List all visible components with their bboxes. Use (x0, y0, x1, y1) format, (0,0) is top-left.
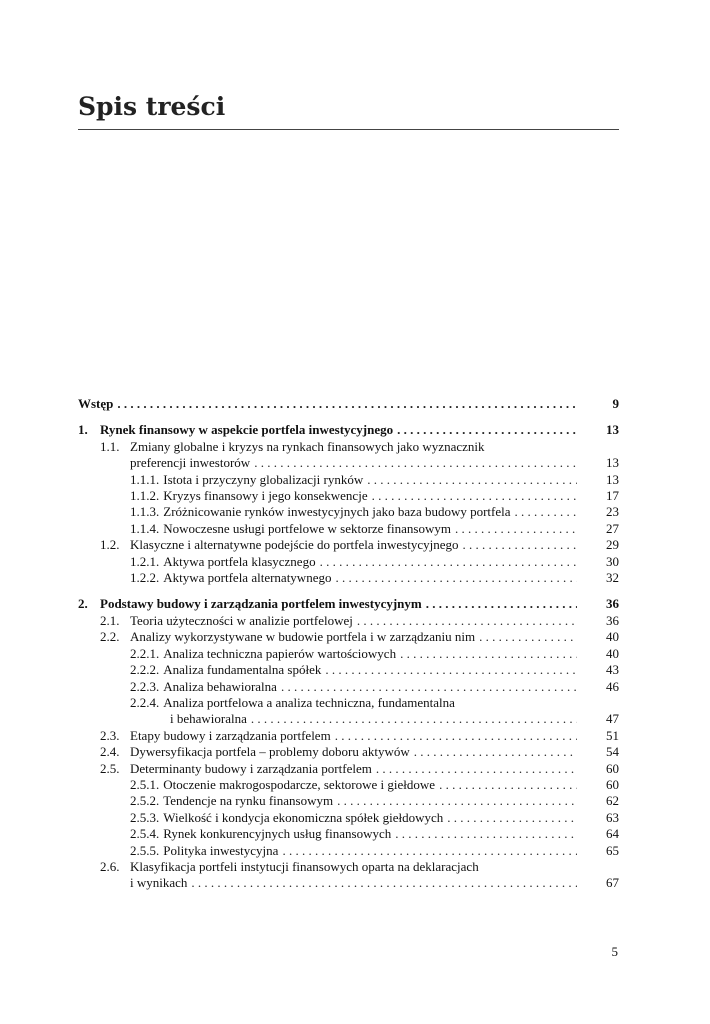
toc-number: 1. (78, 422, 88, 438)
toc-label: Analiza fundamentalna spółek (163, 662, 322, 678)
toc-number: 1.1.2. (130, 488, 160, 504)
toc-label: Zróżnicowanie rynków inwestycyjnych jako baza budowy portfela (163, 504, 511, 520)
toc-entry-1-1-3[interactable] (78, 504, 619, 520)
leader-dots (282, 843, 577, 859)
toc-entry-1-1-4[interactable] (78, 521, 619, 537)
toc-number: 2. (78, 596, 88, 612)
toc-entry-2-4[interactable] (78, 744, 619, 760)
toc-label: Klasyfikacja portfeli instytucji finansowych oparta na deklaracjach (130, 858, 479, 874)
leader-dots (400, 646, 577, 662)
toc-page: 32 (606, 570, 619, 586)
toc-entry-intro[interactable] (78, 396, 619, 412)
toc-label: Podstawy budowy i zarządzania portfelem inwestycyjnym (100, 596, 422, 612)
toc-entry-2-5-5[interactable] (78, 843, 619, 859)
toc-label: Rynek finansowy w aspekcie portfela inwestycyjnego (100, 422, 394, 438)
toc-label: Zmiany globalne i kryzys na rynkach finansowych jako wyznacznik (130, 438, 485, 454)
toc-entry-2-2-4-line2[interactable] (78, 711, 619, 727)
toc-entry-2-5[interactable] (78, 761, 619, 777)
toc-label: Analizy wykorzystywane w budowie portfela i w zarządzaniu nim (130, 629, 476, 645)
leader-dots (254, 455, 577, 471)
toc-label: Nowoczesne usługi portfelowe w sektorze finansowym (163, 520, 451, 536)
leader-dots (414, 744, 577, 760)
leader-dots (191, 875, 577, 891)
leader-dots (479, 629, 577, 645)
toc-label: Klasyczne i alternatywne podejście do portfela inwestycyjnego (130, 537, 459, 553)
toc-number: 2.5.4. (130, 826, 160, 842)
toc-label: Analiza techniczna papierów wartościowych (163, 645, 397, 661)
toc-number: 1.1. (100, 438, 120, 454)
toc-label: Istota i przyczyny globalizacji rynków (163, 471, 364, 487)
toc-label: Otoczenie makrogospodarcze, sektorowe i giełdowe (163, 776, 436, 792)
toc-entry-2-6-line2[interactable] (78, 875, 619, 891)
toc-page: 54 (606, 744, 619, 760)
toc-page: 60 (606, 776, 619, 792)
toc-page: 51 (606, 727, 619, 743)
toc-page: 60 (606, 760, 619, 776)
toc-page: 36 (606, 596, 619, 612)
toc-number: 1.2.2. (130, 570, 160, 586)
toc-page: 67 (606, 875, 619, 891)
toc-entry-chapter-2[interactable] (78, 596, 619, 612)
toc-entry-2-5-1[interactable] (78, 777, 619, 793)
toc-page: 65 (606, 842, 619, 858)
toc-entry-1-1-line1[interactable] (78, 439, 619, 455)
toc-page: 43 (606, 662, 619, 678)
leader-dots (463, 537, 578, 553)
leader-dots (251, 711, 577, 727)
toc-entry-1-2[interactable] (78, 537, 619, 553)
toc-entry-2-1[interactable] (78, 613, 619, 629)
toc-label: Aktywa portfela klasycznego (163, 553, 316, 569)
toc-label: Analiza portfelowa a analiza techniczna, fundamentalna (163, 694, 455, 710)
toc-page: 27 (606, 520, 619, 536)
toc-page: 23 (606, 504, 619, 520)
toc-number: 1.1.3. (130, 504, 160, 520)
toc-label: Wstęp (78, 396, 114, 411)
leader-dots (117, 396, 577, 412)
toc-entry-2-5-4[interactable] (78, 826, 619, 842)
toc-label: Tendencje na rynku finansowym (163, 793, 334, 809)
toc-page: 63 (606, 809, 619, 825)
toc-entry-1-2-1[interactable] (78, 554, 619, 570)
toc-number: 2.5.1. (130, 776, 160, 792)
toc-page: 13 (606, 471, 619, 487)
toc-entry-1-2-2[interactable] (78, 570, 619, 586)
toc-entry-2-5-2[interactable] (78, 793, 619, 809)
toc-number: 2.4. (100, 744, 120, 760)
toc-label: Etapy budowy i zarządzania portfelem (130, 727, 331, 743)
toc-page: 36 (606, 612, 619, 628)
toc-page: 47 (606, 711, 619, 727)
toc-number: 2.5. (100, 760, 120, 776)
toc-label: Analiza behawioralna (163, 678, 277, 694)
leader-dots (320, 554, 577, 570)
toc-entry-2-2-1[interactable] (78, 646, 619, 662)
toc-label-continuation: preferencji inwestorów (130, 455, 251, 471)
leader-dots (357, 613, 577, 629)
leader-dots (397, 422, 577, 438)
leader-dots (337, 793, 577, 809)
page-number: 5 (611, 944, 618, 959)
toc-number: 2.2.3. (130, 678, 160, 694)
toc-page: 30 (606, 553, 619, 569)
leader-dots (515, 504, 577, 520)
toc-label: Polityka inwestycyjna (163, 842, 279, 858)
toc-label: Kryzys finansowy i jego konsekwencje (163, 488, 368, 504)
leader-dots (455, 521, 577, 537)
toc-label-continuation: i wynikach (130, 875, 188, 891)
toc-number: 1.1.1. (130, 471, 160, 487)
toc-number: 2.5.2. (130, 793, 160, 809)
toc-entry-2-2-4-line1[interactable] (78, 695, 619, 711)
leader-dots (426, 596, 577, 612)
toc-number: 1.2.1. (130, 553, 160, 569)
toc-number: 2.1. (100, 612, 120, 628)
leader-dots (335, 728, 577, 744)
toc-entry-2-2[interactable] (78, 629, 619, 645)
toc-number: 2.2.4. (130, 694, 160, 710)
leader-dots (372, 488, 577, 504)
toc-entry-2-2-3[interactable] (78, 679, 619, 695)
leader-dots (439, 777, 577, 793)
toc-entry-2-2-2[interactable] (78, 662, 619, 678)
leader-dots (325, 662, 577, 678)
toc-entry-1-1-line2[interactable] (78, 455, 619, 471)
toc-entry-2-6-line1[interactable] (78, 859, 619, 875)
toc-entry-chapter-1[interactable] (78, 422, 619, 438)
leader-dots (335, 570, 577, 586)
toc-entry-1-1-1[interactable] (78, 472, 619, 488)
leader-dots (447, 810, 577, 826)
toc-page: 64 (606, 826, 619, 842)
leader-dots (395, 826, 577, 842)
toc-page: 29 (606, 537, 619, 553)
toc-number: 2.5.5. (130, 842, 160, 858)
toc-number: 2.5.3. (130, 809, 160, 825)
table-of-contents (78, 396, 619, 892)
toc-label: Rynek konkurencyjnych usług finansowych (163, 826, 392, 842)
page-title: Spis treści (78, 92, 226, 121)
toc-page: 13 (606, 455, 619, 471)
toc-page: 62 (606, 793, 619, 809)
toc-page: 46 (606, 678, 619, 694)
toc-number: 2.3. (100, 727, 120, 743)
title-divider (78, 129, 619, 130)
toc-entry-2-5-3[interactable] (78, 810, 619, 826)
toc-page: 17 (606, 488, 619, 504)
toc-entry-2-3[interactable] (78, 728, 619, 744)
toc-label: Wielkość i kondycja ekonomiczna spółek giełdowych (163, 809, 444, 825)
toc-number: 2.2. (100, 629, 120, 645)
toc-label-continuation: i behawioralna (170, 711, 247, 727)
toc-page: 40 (606, 645, 619, 661)
toc-number: 2.2.1. (130, 645, 160, 661)
toc-page: 13 (606, 422, 619, 438)
toc-number: 1.2. (100, 537, 120, 553)
toc-label: Teoria użyteczności w analizie portfelowej (130, 612, 353, 628)
toc-number: 2.2.2. (130, 662, 160, 678)
toc-number: 2.6. (100, 858, 120, 874)
leader-dots (367, 472, 577, 488)
toc-number: 1.1.4. (130, 520, 160, 536)
leader-dots (281, 679, 577, 695)
toc-entry-1-1-2[interactable] (78, 488, 619, 504)
toc-label: Determinanty budowy i zarządzania portfelem (130, 760, 372, 776)
toc-page: 40 (606, 629, 619, 645)
toc-label: Dywersyfikacja portfela – problemy doboru aktywów (130, 744, 410, 760)
leader-dots (376, 761, 577, 777)
toc-page: 9 (612, 396, 619, 411)
toc-label: Aktywa portfela alternatywnego (163, 570, 332, 586)
